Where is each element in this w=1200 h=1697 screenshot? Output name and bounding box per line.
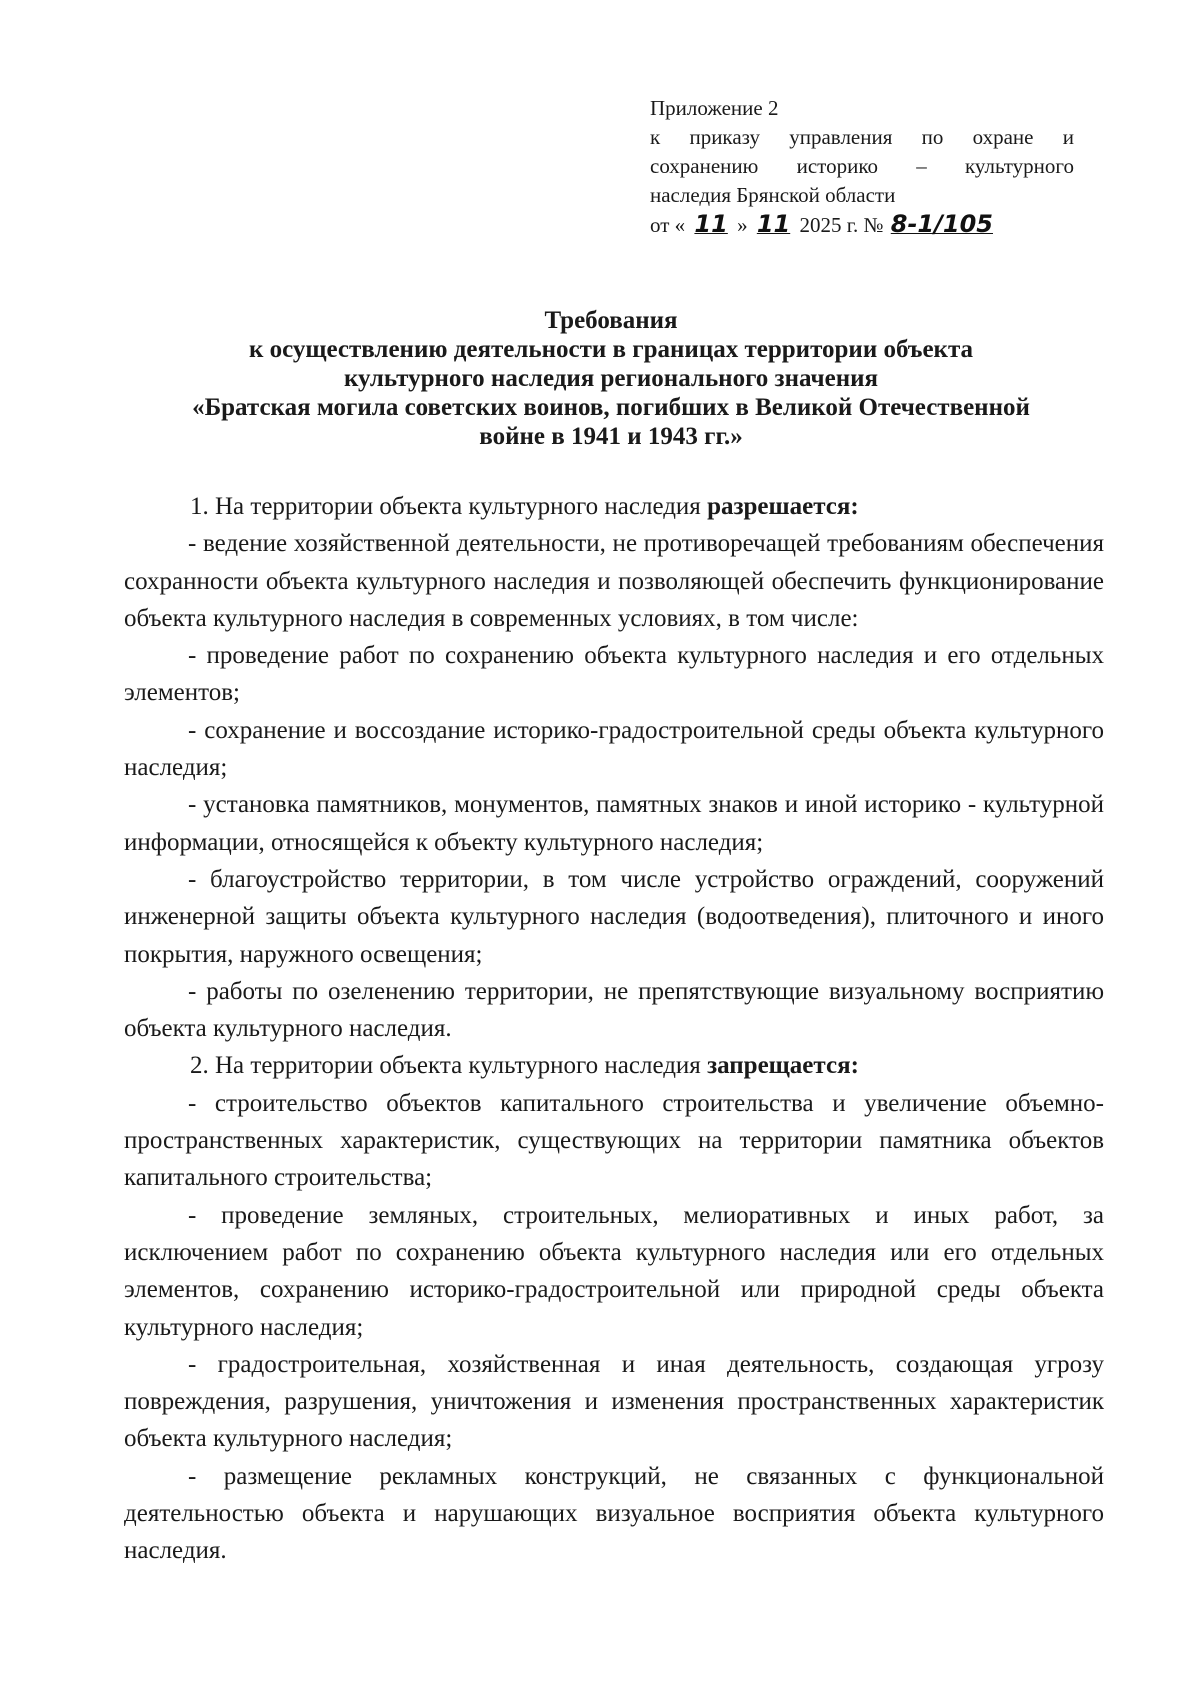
section-2-heading-text: 2. На территории объекта культурного наследия — [190, 1052, 708, 1080]
title-line: к осуществлению деятельности в границах территории объекта — [248, 336, 974, 363]
list-item: - размещение рекламных конструкций, не связанных с функциональной деятельностью объекта и нарушающих визуальное восприятия объекта культурного наследия. — [124, 1462, 1104, 1565]
order-number: 8-1/105 — [890, 210, 993, 238]
list-item: - установка памятников, монументов, памятных знаков и иной историко - культурной информации, относящейся к объекту культурного наследия; — [124, 791, 1104, 856]
appendix-title: Приложение 2 — [650, 96, 779, 120]
appendix-line: к приказу управления по охране и — [650, 125, 1074, 149]
order-day: 11 — [694, 210, 728, 238]
list-item: - работы по озеленению территории, не препятствующие визуальному восприятию объекта культурного наследия. — [124, 977, 1104, 1043]
title-line: культурного наследия регионального значения — [343, 365, 879, 392]
list-item: - сохранение и воссоздание историко-градостроительной среды объекта культурного наследия; — [124, 716, 1104, 782]
title-line: Требования — [544, 307, 678, 334]
section-1-heading-bold: разрешается: — [707, 493, 859, 520]
order-date-number — [650, 210, 1074, 240]
list-item: - благоустройство территории, в том числе устройство ограждений, сооружений инженерной защиты объекта культурного наследия (водоотведения), плиточного и иного покрытия, наружного освещения; — [124, 865, 1104, 968]
list-item: - проведение земляных, строительных, мелиоративных и иных работ, за исключением работ по сохранению объекта культурного наследия или его отдельных элементов, сохранению историко-градостроительной или природной среды объекта культурного наследия; — [124, 1201, 1104, 1341]
section-2-heading — [124, 1047, 1104, 1084]
title-line: «Братская могила советских воинов, погибших в Великой Отечественной — [192, 394, 1030, 421]
appendix-line: наследия Брянской области — [650, 183, 896, 207]
order-year: 2025 г. № — [799, 213, 889, 237]
appendix-header — [650, 94, 1074, 240]
order-month: 11 — [756, 210, 791, 238]
document-title — [118, 306, 1104, 451]
document-body — [124, 488, 1104, 1570]
list-item: - градостроительная, хозяйственная и иная деятельность, создающая угрозу повреждения, разрушения, уничтожения и изменения пространственных характеристик объекта культурного наследия; — [124, 1350, 1104, 1453]
section-1-heading-text: 1. На территории объекта культурного наследия — [190, 493, 708, 520]
list-item: - проведение работ по сохранению объекта культурного наследия и его отдельных элементов; — [124, 642, 1104, 707]
title-line: войне в 1941 и 1943 гг.» — [479, 423, 743, 450]
list-item: - строительство объектов капитального строительства и увеличение объемно-пространственных характеристик, существующих на территории памятника объектов капитального строительства; — [124, 1089, 1104, 1192]
order-mid: » — [737, 213, 753, 237]
section-1-heading — [124, 488, 1104, 525]
section-2-heading-bold: запрещается: — [707, 1052, 859, 1080]
list-item: - ведение хозяйственной деятельности, не противоречащей требованиям обеспечения сохранности объекта культурного наследия и позволяющей обеспечить функционирование объекта культурного наследия в современных условиях, в том числе: — [124, 530, 1104, 632]
order-prefix: от « — [650, 213, 686, 237]
appendix-line: сохранению историко – культурного — [650, 154, 1074, 178]
